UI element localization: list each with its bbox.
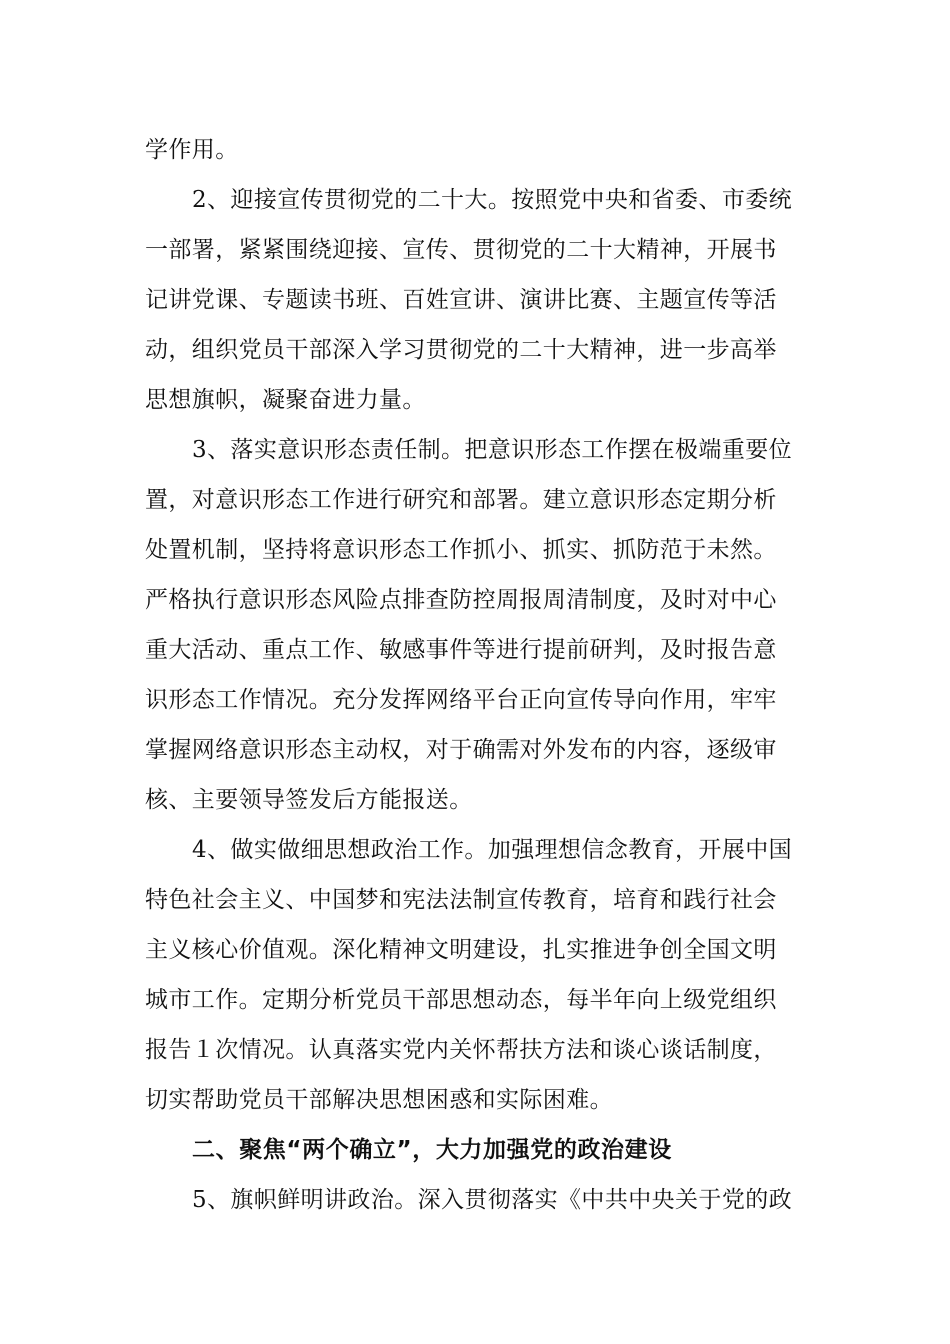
paragraph-5-line: 5、旗帜鲜明讲政治。深入贯彻落实《中共中央关于党的政	[192, 1187, 793, 1213]
paragraph-4-line: 4、做实做细思想政治工作。加强理想信念教育，开展中国	[192, 837, 793, 863]
text-line: 特色社会主义、中国梦和宪法法制宣传教育，培育和践行社会	[145, 887, 777, 913]
text-line: 掌握网络意识形态主动权，对于确需对外发布的内容，逐级审	[145, 737, 777, 763]
text-line: 城市工作。定期分析党员干部思想动态，每半年向上级党组织	[145, 987, 777, 1013]
text-line: 重大活动、重点工作、敏感事件等进行提前研判，及时报告意	[145, 637, 777, 663]
paragraph-3-line: 3、落实意识形态责任制。把意识形态工作摆在极端重要位	[192, 437, 793, 463]
text-line: 记讲党课、专题读书班、百姓宣讲、演讲比赛、主题宣传等活	[145, 287, 777, 313]
text-line: 动，组织党员干部深入学习贯彻党的二十大精神，进一步高举	[145, 337, 777, 363]
text-line: 报告１次情况。认真落实党内关怀帮扶方法和谈心谈话制度，	[145, 1037, 777, 1063]
text-line: 主义核心价值观。深化精神文明建设，扎实推进争创全国文明	[145, 937, 777, 963]
text-line: 一部署，紧紧围绕迎接、宣传、贯彻党的二十大精神，开展书	[145, 237, 777, 263]
section-heading: 二、聚焦“两个确立”，大力加强党的政治建设	[192, 1137, 672, 1163]
text-line: 置，对意识形态工作进行研究和部署。建立意识形态定期分析	[145, 487, 777, 513]
text-line: 思想旗帜，凝聚奋进力量。	[145, 387, 426, 413]
paragraph-2-line: 2、迎接宣传贯彻党的二十大。按照党中央和省委、市委统	[192, 187, 793, 213]
text-line: 处置机制，坚持将意识形态工作抓小、抓实、抓防范于未然。	[145, 537, 777, 563]
text-line: 识形态工作情况。充分发挥网络平台正向宣传导向作用，牢牢	[145, 687, 777, 713]
text-line: 学作用。	[145, 137, 239, 163]
text-line: 严格执行意识形态风险点排查防控周报周清制度，及时对中心	[145, 587, 777, 613]
text-line: 切实帮助党员干部解决思想困惑和实际困难。	[145, 1087, 613, 1113]
text-line: 核、主要领导签发后方能报送。	[145, 787, 473, 813]
